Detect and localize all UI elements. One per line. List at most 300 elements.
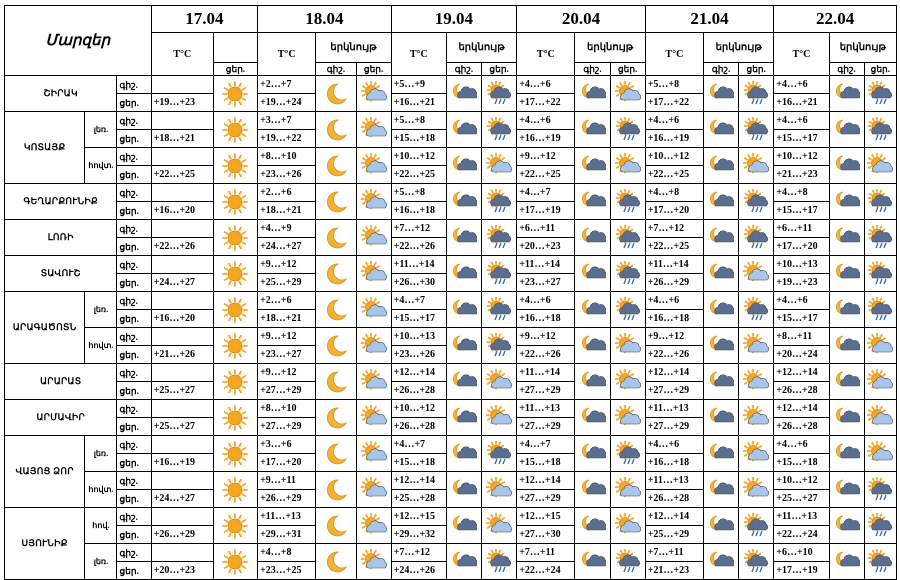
night-header: գիշ. xyxy=(829,63,864,76)
sun-icon xyxy=(222,441,248,467)
weather-icon-cell xyxy=(213,472,257,508)
weather-icon-cell xyxy=(575,400,610,436)
temperature-value: +4…+7 xyxy=(391,292,446,310)
mooncloud-icon xyxy=(708,189,734,215)
weather-icon-cell xyxy=(610,292,645,328)
region-name: ԳԵՂԱՐՔՈՒՆԻՔ xyxy=(5,184,117,220)
night-label: գիշ. xyxy=(117,148,151,166)
table-row xyxy=(5,508,897,526)
temperature-value: +3…+7 xyxy=(258,112,316,130)
mooncloud-icon xyxy=(451,225,477,251)
weather-icon-cell xyxy=(575,472,610,508)
weather-icon-cell xyxy=(356,364,391,400)
mooncloud-icon xyxy=(834,189,860,215)
temperature-value: +16…+18 xyxy=(391,202,446,220)
temperature-value: +4…+6 xyxy=(774,112,829,130)
temperature-value xyxy=(151,508,213,526)
temperature-value: +21…+23 xyxy=(774,166,829,184)
moon-icon xyxy=(323,81,349,107)
suncloudrain-icon xyxy=(743,225,769,251)
table-row xyxy=(5,436,897,454)
suncloudrain-icon xyxy=(867,477,893,503)
suncloudrain-icon xyxy=(743,189,769,215)
temperature-value: +2…+7 xyxy=(258,76,316,94)
region-name: ԱՐԱՐԱՏ xyxy=(5,364,117,400)
suncloudrain-icon xyxy=(615,441,641,467)
suncloud-icon xyxy=(361,261,387,287)
day-label: ցեր. xyxy=(117,346,151,364)
mooncloud-icon xyxy=(451,153,477,179)
weather-icon-cell xyxy=(864,184,896,220)
temperature-value: +23…+25 xyxy=(258,562,316,580)
sky-header: երկնույթ xyxy=(829,33,896,63)
weather-icon-cell xyxy=(213,508,257,544)
weather-icon-cell xyxy=(482,112,517,148)
weather-icon-cell xyxy=(356,472,391,508)
weather-icon-cell xyxy=(482,400,517,436)
suncloudrain-icon xyxy=(615,549,641,575)
mooncloud-icon xyxy=(580,153,606,179)
temperature-value: +15…+18 xyxy=(391,130,446,148)
sun-icon xyxy=(222,477,248,503)
weather-icon-cell xyxy=(829,472,864,508)
weather-icon-cell xyxy=(482,292,517,328)
weather-icon-cell xyxy=(610,544,645,580)
temperature-value: +27…+29 xyxy=(645,382,703,400)
temperature-value: +25…+29 xyxy=(258,274,316,292)
temperature-value: +16…+21 xyxy=(391,94,446,112)
weather-icon-cell xyxy=(864,76,896,112)
sky-header-empty xyxy=(213,33,257,63)
temperature-value: +24…+27 xyxy=(151,274,213,292)
weather-icon-cell xyxy=(703,292,738,328)
weather-icon-cell xyxy=(864,544,896,580)
weather-icon-cell xyxy=(482,184,517,220)
weather-icon-cell xyxy=(703,220,738,256)
mooncloud-icon xyxy=(708,477,734,503)
temperature-value: +4…+8 xyxy=(258,544,316,562)
temperature-value: +21…+23 xyxy=(645,562,703,580)
sun-icon xyxy=(222,549,248,575)
suncloudrain-icon xyxy=(867,225,893,251)
temp-header: T°C xyxy=(517,33,575,76)
weather-icon-cell xyxy=(610,220,645,256)
weather-icon-cell xyxy=(610,328,645,364)
temperature-value: +4…+6 xyxy=(774,292,829,310)
mooncloud-icon xyxy=(451,441,477,467)
temp-header: T°C xyxy=(391,33,446,76)
mooncloud-icon xyxy=(834,441,860,467)
weather-icon-cell xyxy=(446,472,481,508)
day-label: ցեր. xyxy=(117,166,151,184)
sun-icon xyxy=(222,405,248,431)
mooncloud-icon xyxy=(451,513,477,539)
suncloud-icon xyxy=(615,333,641,359)
weather-icon-cell xyxy=(316,184,356,220)
weather-icon-cell xyxy=(610,148,645,184)
mooncloud-icon xyxy=(451,117,477,143)
temperature-value: +4…+8 xyxy=(645,184,703,202)
suncloudrain-icon xyxy=(615,189,641,215)
sky-header: երկնույթ xyxy=(316,33,391,63)
suncloud-icon xyxy=(615,477,641,503)
night-label: գիշ. xyxy=(117,364,151,382)
temperature-value: +22…+26 xyxy=(517,346,575,364)
suncloud-icon xyxy=(486,369,512,395)
temperature-value: +12…+14 xyxy=(774,400,829,418)
weather-icon-cell xyxy=(575,292,610,328)
temperature-value: +7…+11 xyxy=(517,544,575,562)
night-label: գիշ. xyxy=(117,508,151,526)
suncloud-icon xyxy=(486,477,512,503)
temperature-value xyxy=(151,184,213,202)
suncloud-icon xyxy=(361,225,387,251)
temperature-value: +26…+29 xyxy=(645,274,703,292)
suncloud-icon xyxy=(615,369,641,395)
suncloud-icon xyxy=(361,189,387,215)
mooncloud-icon xyxy=(834,225,860,251)
weather-icon-cell xyxy=(703,76,738,112)
sun-icon xyxy=(222,189,248,215)
table-row xyxy=(5,112,897,130)
temperature-value: +27…+29 xyxy=(517,490,575,508)
mooncloud-icon xyxy=(708,261,734,287)
suncloudrain-icon xyxy=(486,441,512,467)
mooncloud-icon xyxy=(708,513,734,539)
temp-header: T°C xyxy=(774,33,829,76)
temperature-value: +11…+13 xyxy=(645,400,703,418)
temperature-value: +9…+12 xyxy=(517,328,575,346)
weather-icon-cell xyxy=(213,364,257,400)
weather-icon-cell xyxy=(213,256,257,292)
suncloudrain-icon xyxy=(743,117,769,143)
temperature-value: +9…+11 xyxy=(258,472,316,490)
weather-icon-cell xyxy=(864,256,896,292)
night-label: գիշ. xyxy=(117,328,151,346)
weather-icon-cell xyxy=(703,256,738,292)
temperature-value: +11…+13 xyxy=(258,508,316,526)
temperature-value: +27…+29 xyxy=(517,382,575,400)
day-header: ցեր. xyxy=(864,63,896,76)
temperature-value: +22…+26 xyxy=(151,238,213,256)
suncloudrain-icon xyxy=(867,297,893,323)
day-label: ցեր. xyxy=(117,490,151,508)
temperature-value: +16…+18 xyxy=(645,310,703,328)
forecast-table xyxy=(4,5,897,580)
weather-icon-cell xyxy=(703,148,738,184)
suncloudrain-icon xyxy=(486,189,512,215)
mooncloud-icon xyxy=(834,261,860,287)
temperature-value: +9…+12 xyxy=(258,364,316,382)
suncloud-icon xyxy=(486,153,512,179)
suncloudrain-icon xyxy=(615,261,641,287)
weather-icon-cell xyxy=(316,364,356,400)
temperature-value: +25…+28 xyxy=(391,490,446,508)
night-label: գիշ. xyxy=(117,292,151,310)
date-header: 18.04 xyxy=(258,6,392,33)
day-label: ցեր. xyxy=(117,130,151,148)
temp-header: T°C xyxy=(258,33,316,76)
temperature-value: +17…+22 xyxy=(645,94,703,112)
temperature-value xyxy=(151,292,213,310)
table-row xyxy=(5,472,897,490)
weather-icon-cell xyxy=(213,184,257,220)
mooncloud-icon xyxy=(451,369,477,395)
weather-icon-cell xyxy=(575,148,610,184)
weather-icon-cell xyxy=(703,400,738,436)
weather-icon-cell xyxy=(864,220,896,256)
weather-icon-cell xyxy=(575,328,610,364)
suncloudrain-icon xyxy=(615,297,641,323)
table-row xyxy=(5,184,897,202)
temperature-value: +15…+18 xyxy=(391,454,446,472)
temperature-value: +17…+20 xyxy=(258,454,316,472)
mooncloud-icon xyxy=(834,117,860,143)
temperature-value: +12…+14 xyxy=(517,472,575,490)
suncloudrain-icon xyxy=(615,225,641,251)
sky-header: երկնույթ xyxy=(446,33,516,63)
temperature-value: +4…+7 xyxy=(391,436,446,454)
suncloud-icon xyxy=(743,369,769,395)
mooncloud-icon xyxy=(834,549,860,575)
weather-icon-cell xyxy=(575,508,610,544)
weather-icon-cell xyxy=(213,148,257,184)
mooncloud-icon xyxy=(451,333,477,359)
suncloud-icon xyxy=(867,405,893,431)
weather-icon-cell xyxy=(610,436,645,472)
weather-icon-cell xyxy=(446,292,481,328)
weather-icon-cell xyxy=(610,76,645,112)
temperature-value: +7…+12 xyxy=(391,544,446,562)
suncloud-icon xyxy=(361,297,387,323)
night-label: գիշ. xyxy=(117,256,151,274)
temperature-value: +11…+13 xyxy=(774,508,829,526)
temperature-value: +15…+17 xyxy=(774,202,829,220)
mooncloud-icon xyxy=(451,81,477,107)
weather-icon-cell xyxy=(356,544,391,580)
mooncloud-icon xyxy=(834,81,860,107)
weather-icon-cell xyxy=(316,220,356,256)
day-label: ցեր. xyxy=(117,526,151,544)
subregion-name: հով. xyxy=(85,508,117,544)
night-header: գիշ. xyxy=(575,63,610,76)
weather-icon-cell xyxy=(446,184,481,220)
mooncloud-icon xyxy=(834,513,860,539)
temperature-value: +26…+28 xyxy=(774,382,829,400)
forecast-body xyxy=(5,76,897,580)
temperature-value: +4…+7 xyxy=(517,436,575,454)
suncloudrain-icon xyxy=(486,333,512,359)
temperature-value: +4…+6 xyxy=(517,76,575,94)
weather-icon-cell xyxy=(739,184,774,220)
temperature-value: +22…+25 xyxy=(391,166,446,184)
weather-icon-cell xyxy=(829,364,864,400)
weather-icon-cell xyxy=(864,112,896,148)
weather-icon-cell xyxy=(575,436,610,472)
temperature-value: +7…+12 xyxy=(391,220,446,238)
weather-icon-cell xyxy=(864,508,896,544)
temperature-value: +20…+23 xyxy=(517,238,575,256)
suncloud-icon xyxy=(743,333,769,359)
table-row xyxy=(5,76,897,94)
mooncloud-icon xyxy=(580,333,606,359)
sky-header: երկնույթ xyxy=(575,33,645,63)
weather-icon-cell xyxy=(703,112,738,148)
mooncloud-icon xyxy=(580,117,606,143)
temperature-value: +11…+13 xyxy=(645,472,703,490)
night-label: գիշ. xyxy=(117,76,151,94)
suncloud-icon xyxy=(361,405,387,431)
suncloudrain-icon xyxy=(743,81,769,107)
weather-icon-cell xyxy=(482,364,517,400)
suncloud-icon xyxy=(361,513,387,539)
mooncloud-icon xyxy=(708,153,734,179)
weather-icon-cell xyxy=(739,364,774,400)
suncloud-icon xyxy=(743,261,769,287)
weather-icon-cell xyxy=(316,328,356,364)
sun-icon xyxy=(222,153,248,179)
temperature-value: +12…+14 xyxy=(391,364,446,382)
temperature-value: +26…+28 xyxy=(391,418,446,436)
temperature-value: +10…+12 xyxy=(645,148,703,166)
weather-icon-cell xyxy=(446,436,481,472)
subregion-name: լեռ. xyxy=(85,544,117,580)
temperature-value: +19…+23 xyxy=(151,94,213,112)
weather-icon-cell xyxy=(446,148,481,184)
temperature-value: +27…+30 xyxy=(517,526,575,544)
weather-icon-cell xyxy=(829,292,864,328)
weather-icon-cell xyxy=(829,112,864,148)
mooncloud-icon xyxy=(580,369,606,395)
mooncloud-icon xyxy=(580,225,606,251)
weather-icon-cell xyxy=(446,508,481,544)
temperature-value: +24…+27 xyxy=(151,490,213,508)
weather-icon-cell xyxy=(213,112,257,148)
mooncloud-icon xyxy=(580,441,606,467)
temperature-value: +15…+17 xyxy=(774,310,829,328)
temp-header: T°C xyxy=(645,33,703,76)
table-row xyxy=(5,292,897,310)
weather-icon-cell xyxy=(316,436,356,472)
suncloud-icon xyxy=(743,153,769,179)
suncloud-icon xyxy=(361,369,387,395)
temperature-value: +22…+24 xyxy=(517,562,575,580)
moon-icon xyxy=(323,441,349,467)
temperature-value: +12…+15 xyxy=(517,508,575,526)
date-header: 22.04 xyxy=(774,6,897,33)
suncloud-icon xyxy=(867,441,893,467)
temperature-value: +25…+27 xyxy=(151,418,213,436)
suncloudrain-icon xyxy=(486,117,512,143)
day-header: ցեր. xyxy=(213,63,257,76)
weather-icon-cell xyxy=(575,364,610,400)
temperature-value: +26…+28 xyxy=(774,418,829,436)
suncloudrain-icon xyxy=(867,81,893,107)
temperature-value: +16…+21 xyxy=(774,94,829,112)
weather-icon-cell xyxy=(703,184,738,220)
weather-icon-cell xyxy=(864,400,896,436)
temperature-value xyxy=(151,544,213,562)
moon-icon xyxy=(323,261,349,287)
weather-icon-cell xyxy=(575,112,610,148)
temperature-value: +4…+6 xyxy=(774,76,829,94)
night-header: գիշ. xyxy=(316,63,356,76)
temp-header: T°C xyxy=(151,33,213,76)
suncloud-icon xyxy=(486,405,512,431)
temperature-value: +17…+20 xyxy=(774,238,829,256)
sun-icon xyxy=(222,261,248,287)
mooncloud-icon xyxy=(834,477,860,503)
temperature-value: +9…+12 xyxy=(645,328,703,346)
sky-header: երկնույթ xyxy=(703,33,773,63)
temperature-value: +23…+27 xyxy=(517,274,575,292)
day-label: ցեր. xyxy=(117,94,151,112)
weather-icon-cell xyxy=(446,328,481,364)
weather-icon-cell xyxy=(829,76,864,112)
suncloudrain-icon xyxy=(486,225,512,251)
temperature-value: +16…+20 xyxy=(151,202,213,220)
temperature-value: +7…+12 xyxy=(645,220,703,238)
temperature-value xyxy=(151,256,213,274)
temperature-value: +16…+19 xyxy=(645,130,703,148)
suncloudrain-icon xyxy=(486,261,512,287)
temperature-value: +15…+18 xyxy=(774,454,829,472)
temperature-value: +17…+22 xyxy=(517,94,575,112)
weather-icon-cell xyxy=(213,328,257,364)
weather-icon-cell xyxy=(703,472,738,508)
temperature-value: +12…+15 xyxy=(391,508,446,526)
table-row xyxy=(5,220,897,238)
temperature-value: +4…+6 xyxy=(645,112,703,130)
day-label: ցեր. xyxy=(117,274,151,292)
temperature-value: +17…+20 xyxy=(645,202,703,220)
date-row xyxy=(5,6,897,33)
day-label: ցեր. xyxy=(117,310,151,328)
temperature-value: +2…+6 xyxy=(258,292,316,310)
sun-icon xyxy=(222,513,248,539)
sun-icon xyxy=(222,117,248,143)
suncloud-icon xyxy=(867,153,893,179)
temperature-value: +16…+19 xyxy=(517,130,575,148)
temperature-value: +4…+7 xyxy=(517,184,575,202)
night-label: գիշ. xyxy=(117,436,151,454)
mooncloud-icon xyxy=(708,81,734,107)
weather-icon-cell xyxy=(610,112,645,148)
weather-icon-cell xyxy=(482,328,517,364)
weather-icon-cell xyxy=(446,112,481,148)
weather-icon-cell xyxy=(575,220,610,256)
temperature-value: +8…+10 xyxy=(258,148,316,166)
suncloudrain-icon xyxy=(743,297,769,323)
weather-icon-cell xyxy=(446,364,481,400)
day-label: ցեր. xyxy=(117,562,151,580)
weather-icon-cell xyxy=(739,148,774,184)
temperature-value: +26…+30 xyxy=(391,274,446,292)
moon-icon xyxy=(323,117,349,143)
temperature-value: +15…+17 xyxy=(774,130,829,148)
mooncloud-icon xyxy=(708,549,734,575)
weather-icon-cell xyxy=(356,256,391,292)
mooncloud-icon xyxy=(580,477,606,503)
mooncloud-icon xyxy=(580,297,606,323)
weather-icon-cell xyxy=(213,544,257,580)
subregion-name: հովտ. xyxy=(85,328,117,364)
mooncloud-icon xyxy=(580,513,606,539)
weather-icon-cell xyxy=(482,544,517,580)
mooncloud-icon xyxy=(451,297,477,323)
temperature-value: +16…+19 xyxy=(151,454,213,472)
suncloud-icon xyxy=(743,405,769,431)
